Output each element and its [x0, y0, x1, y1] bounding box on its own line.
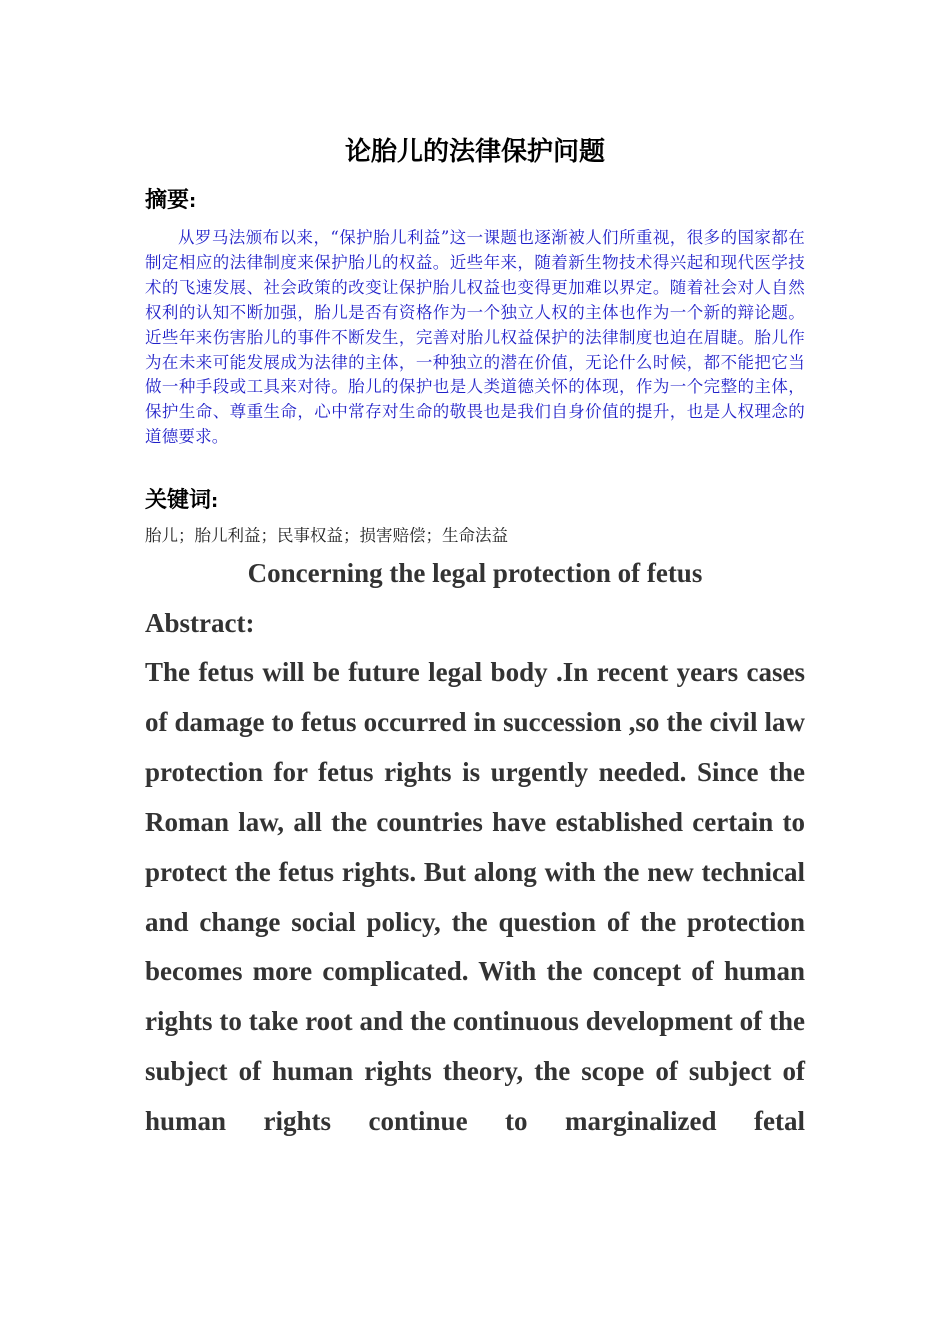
chinese-keywords-heading: [145, 486, 218, 517]
english-title: Concerning the legal protection of fetus: [247, 558, 703, 588]
chinese-abstract-heading: [145, 186, 196, 217]
chinese-abstract-colon: :: [189, 191, 197, 212]
chinese-keywords-colon: :: [211, 491, 219, 512]
english-abstract-label: Abstract:: [145, 608, 255, 638]
chinese-abstract-label: 摘要: [145, 188, 190, 213]
chinese-title: 论胎儿的法律保护问题: [344, 137, 605, 167]
english-abstract-text: The fetus will be future legal body .In recent years cases of damage to fetus occurred in succession ,so the civil law protection for fetus rights is urgently needed. Since the Roman law, all the countries have established certain to protect the fetus rights. But along with the new technical and change social policy, the question of the protection becomes more complicated. With the concept of human rights to take root and the continuous development of the subject of human rights theory, the scope of subject of human rights continue to marginalized fetal: [145, 657, 805, 1137]
chinese-keywords-label: 关键词: [145, 488, 212, 513]
chinese-keywords-text: 胎儿；胎儿利益；民事权益；损害赔偿；生命法益: [145, 526, 508, 545]
chinese-abstract-text: 从罗马法颁布以来，“保护胎儿利益”这一课题也逐渐被人们所重视，很多的国家都在制定相应的法律制度来保护胎儿的权益。近些年来，随着新生物技术得兴起和现代医学技术的飞速发展、社会政策的改变让保护胎儿权益也变得更加难以界定。随着社会对人自然权利的认知不断加强，胎儿是否有资格作为一个独立人权的主体也作为一个新的辩论题。近些年来伤害胎儿的事件不断发生，完善对胎儿权益保护的法律制度也迫在眉睫。胎儿作为在未来可能发展成为法律的主体，一种独立的潜在价值，无论什么时候，都不能把它当做一种手段或工具来对待。胎儿的保护也是人类道德关怀的体现，作为一个完整的主体，保护生命、尊重生命，心中常存对生命的敬畏也是我们自身价值的提升，也是人权理念的道德要求。: [145, 228, 805, 447]
